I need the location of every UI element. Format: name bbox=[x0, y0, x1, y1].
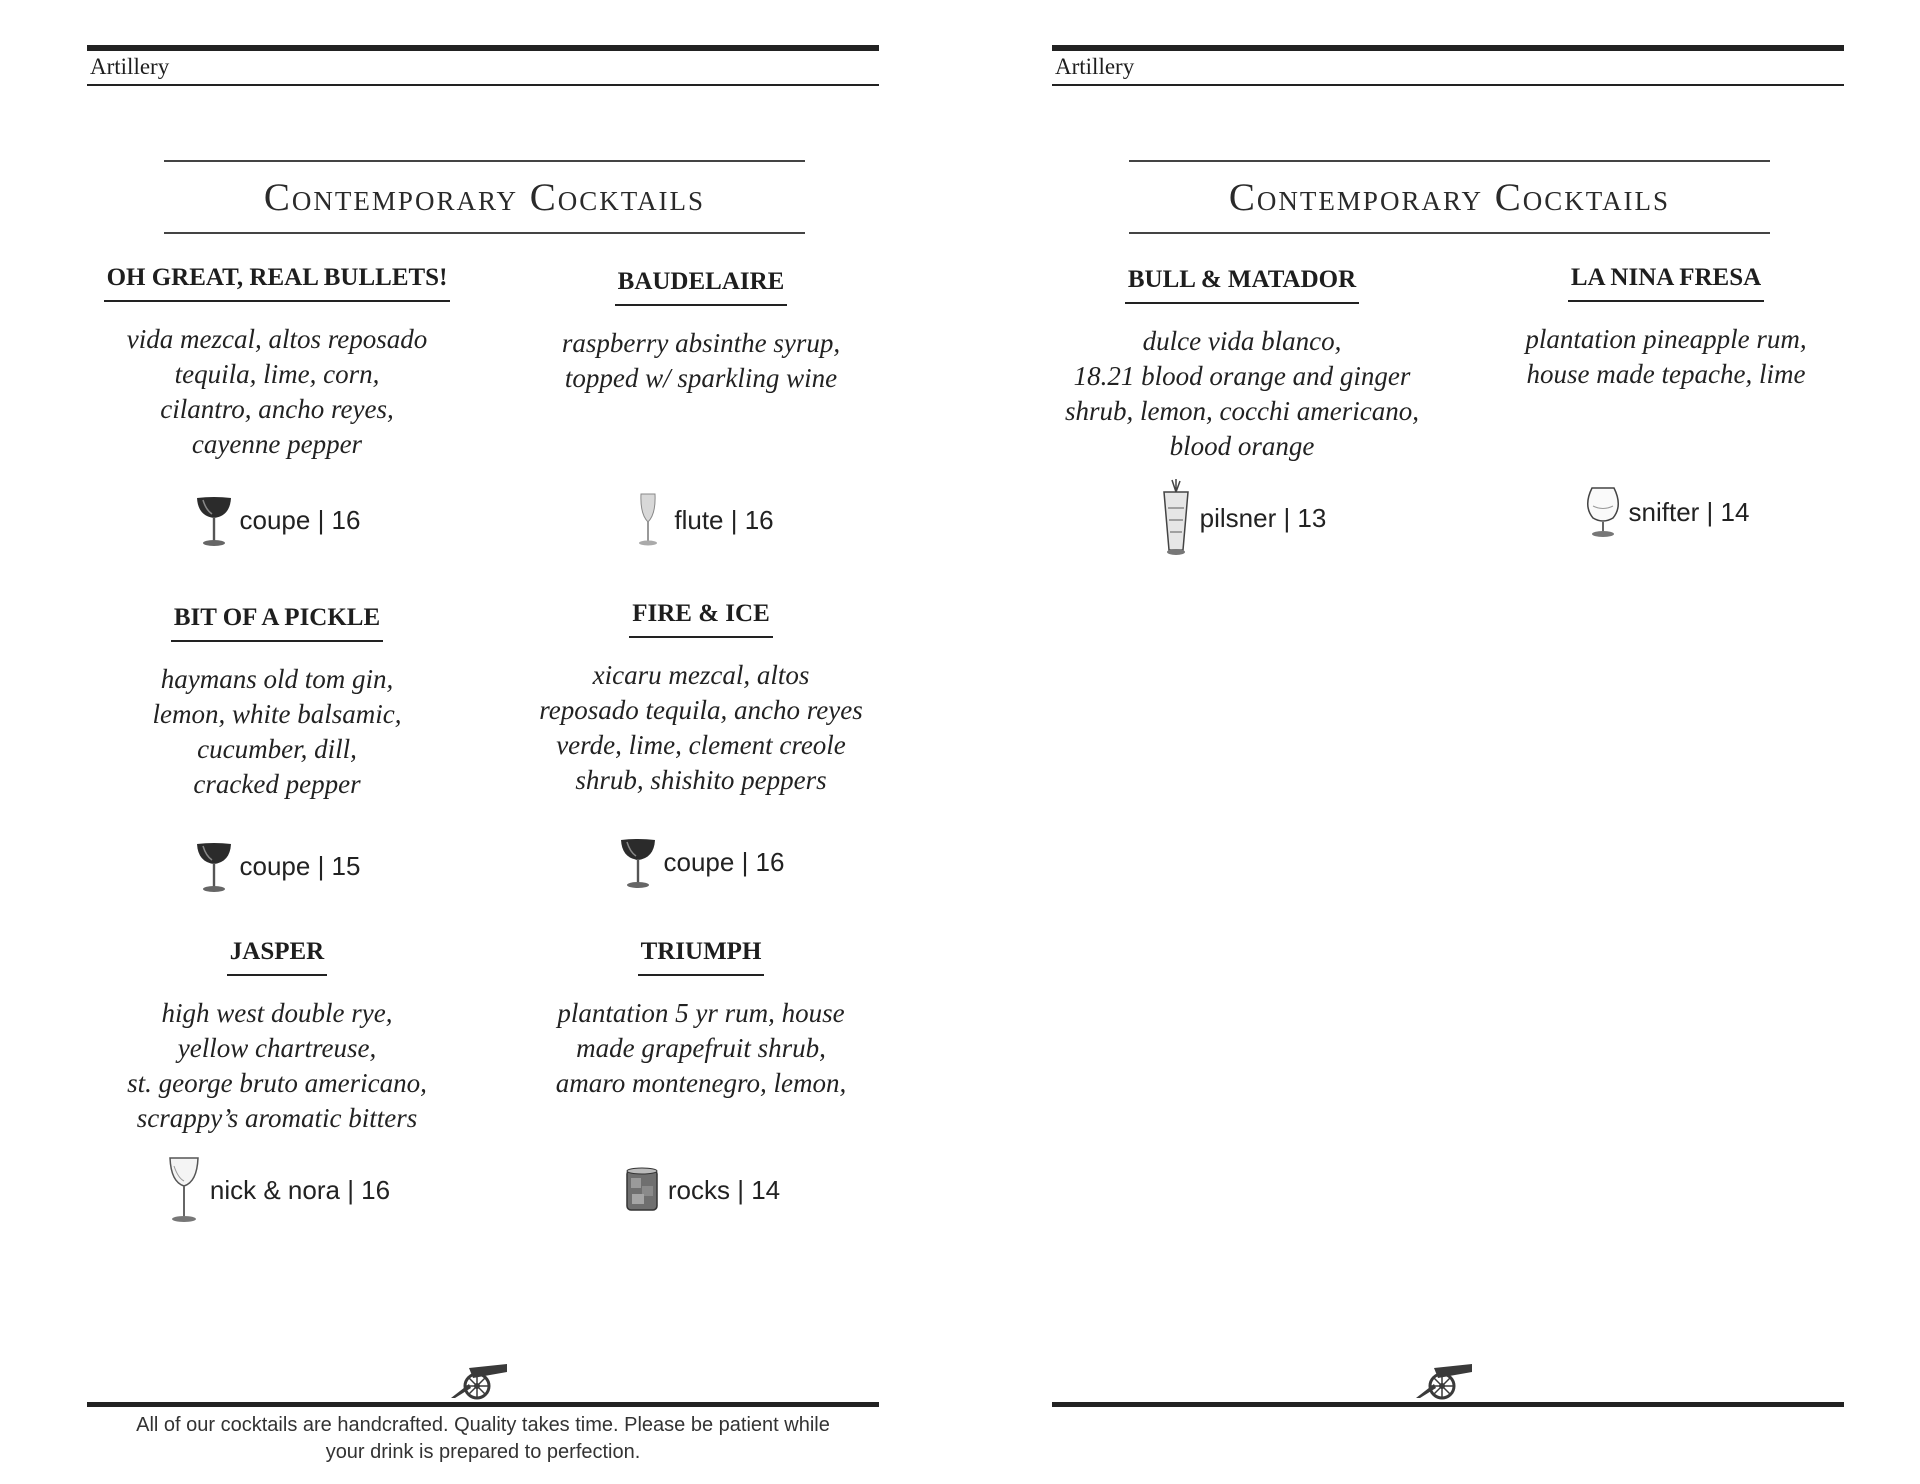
cocktail-name: LA NINA FRESA bbox=[1568, 262, 1764, 302]
header-rule bbox=[1052, 45, 1844, 51]
section-title: Contemporary Cocktails bbox=[1228, 176, 1671, 219]
brand-name: Artillery bbox=[90, 54, 170, 79]
cocktail-description: plantation pineapple rum, house made tepache, lime bbox=[1525, 324, 1807, 389]
footnote: All of our cocktails are handcrafted. Quality takes time. Please be patient while your drink is prepared to perfection. bbox=[136, 1414, 830, 1463]
cocktail-item bbox=[87, 602, 467, 892]
cocktail-item bbox=[511, 266, 891, 556]
serving-label: coupe | 16 bbox=[239, 504, 361, 535]
cocktail-description: haymans old tom gin, lemon, white balsamic, cucumber, dill, cracked pepper bbox=[152, 664, 402, 799]
cocktail-item bbox=[1476, 262, 1856, 552]
cocktail-item bbox=[1052, 264, 1432, 574]
menu-page-right bbox=[1052, 0, 1852, 1484]
serving-info bbox=[1052, 478, 1432, 558]
cocktail-item bbox=[87, 262, 467, 552]
serving-info bbox=[87, 838, 467, 894]
coupe-glass-icon bbox=[618, 834, 658, 890]
section-title: Contemporary Cocktails bbox=[263, 176, 706, 219]
serving-label: flute | 16 bbox=[674, 504, 774, 535]
coupe-glass-icon bbox=[194, 838, 234, 894]
serving-info bbox=[1476, 484, 1856, 540]
serving-info bbox=[511, 492, 891, 548]
serving-info bbox=[87, 492, 467, 548]
serving-label: rocks | 14 bbox=[667, 1174, 781, 1205]
cocktail-item bbox=[87, 936, 467, 1236]
serving-label: coupe | 16 bbox=[663, 846, 785, 877]
brand-name: Artillery bbox=[1055, 54, 1135, 79]
serving-info bbox=[511, 834, 891, 890]
nick-and-nora-glass-icon bbox=[164, 1154, 204, 1226]
cannon-icon bbox=[449, 1364, 509, 1400]
cocktail-name: BAUDELAIRE bbox=[615, 266, 788, 306]
section-title-block bbox=[162, 160, 807, 234]
footer-rule bbox=[1052, 1402, 1844, 1407]
cocktail-name: TRIUMPH bbox=[638, 936, 765, 976]
cocktail-description: vida mezcal, altos reposado tequila, lime, corn, cilantro, ancho reyes, cayenne pepper bbox=[126, 324, 428, 459]
serving-label: coupe | 15 bbox=[239, 850, 361, 881]
flute-glass-icon bbox=[628, 492, 668, 548]
cocktail-description: dulce vida blanco, 18.21 blood orange and ginger shrub, lemon, cocchi americano, blood orange bbox=[1065, 326, 1419, 461]
footer-rule bbox=[87, 1402, 879, 1407]
serving-info bbox=[511, 1162, 891, 1218]
cocktail-description: xicaru mezcal, altos reposado tequila, ancho reyes verde, lime, clement creole shrub, shishito peppers bbox=[539, 660, 863, 795]
cocktail-description: high west double rye, yellow chartreuse, st. george bruto americano, scrappy’s aromatic bitters bbox=[127, 998, 427, 1133]
cannon-icon bbox=[1414, 1364, 1474, 1400]
coupe-glass-icon bbox=[194, 492, 234, 548]
menu-page-left bbox=[87, 0, 887, 1484]
cocktail-name: OH GREAT, REAL BULLETS! bbox=[104, 262, 451, 302]
cocktail-description: plantation 5 yr rum, house made grapefruit shrub, amaro montenegro, lemon, bbox=[555, 998, 847, 1098]
pilsner-glass-icon bbox=[1158, 478, 1194, 558]
cocktail-name: BIT OF A PICKLE bbox=[171, 602, 383, 642]
cocktail-name: FIRE & ICE bbox=[629, 598, 773, 638]
snifter-glass-icon bbox=[1583, 484, 1623, 540]
cocktail-description: raspberry absinthe syrup, topped w/ sparkling wine bbox=[561, 328, 841, 393]
title-rule-bottom bbox=[1129, 232, 1770, 234]
serving-info bbox=[87, 1154, 467, 1226]
header-underline bbox=[1052, 84, 1844, 86]
cocktail-item bbox=[511, 936, 891, 1236]
serving-label: nick & nora | 16 bbox=[209, 1174, 391, 1205]
rocks-glass-icon bbox=[622, 1162, 662, 1218]
section-title-block bbox=[1127, 160, 1772, 234]
cocktail-item bbox=[511, 598, 891, 888]
cocktail-name: JASPER bbox=[227, 936, 327, 976]
header-rule bbox=[87, 45, 879, 51]
title-rule-bottom bbox=[164, 232, 805, 234]
header-underline bbox=[87, 84, 879, 86]
serving-label: pilsner | 13 bbox=[1199, 502, 1327, 533]
cocktail-name: BULL & MATADOR bbox=[1125, 264, 1359, 304]
serving-label: snifter | 14 bbox=[1628, 496, 1750, 527]
